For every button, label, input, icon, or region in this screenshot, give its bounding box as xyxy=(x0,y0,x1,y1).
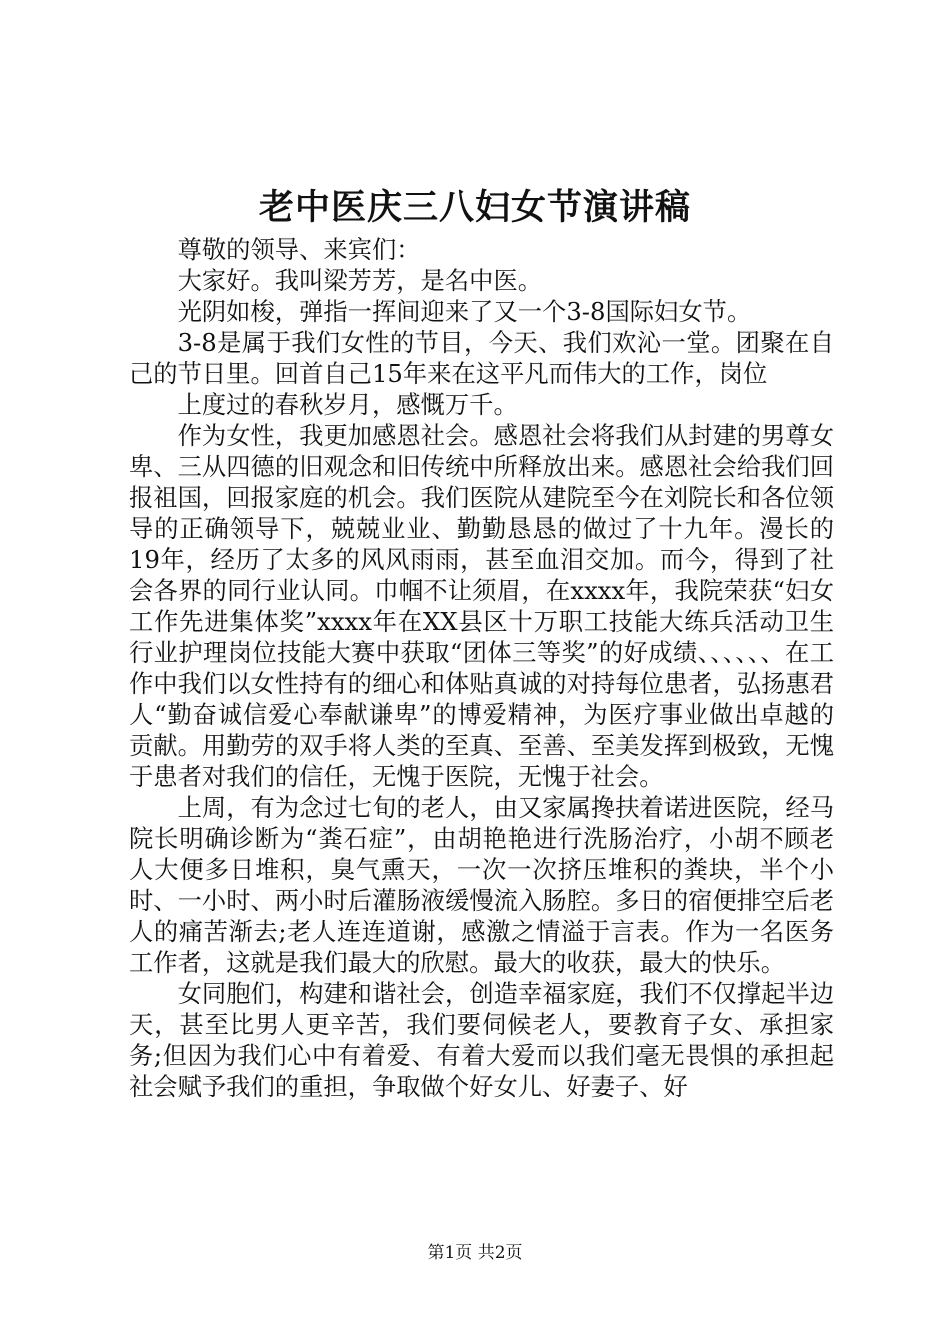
paragraph-gratitude: 作为女性，我更加感恩社会。感恩社会将我们从封建的男尊女卑、三从四德的旧观念和旧传统中所释放出来。感恩社会给我们回报祖国，回报家庭的机会。我们医院从建院至今在刘院长和各位领导的正确领导下，兢兢业业、勤勤恳恳的做过了十九年。漫长的19年，经历了太多的风风雨雨，甚至血泪交加。而今，得到了社会各界的同行业认同。巾帼不让须眉，在xxxx年，我院荣获“妇女工作先进集体奖”xxxx年在XX县区十万职工技能大练兵活动卫生行业护理岗位技能大赛中获取“团体三等奖”的好成绩、、、、、、在工作中我们以女性持有的细心和体贴真诚的对持每位患者，弘扬惠君人“勤奋诚信爱心奉献谦卑”的博爱精神，为医疗事业做出卓越的贡献。用勤劳的双手将人类的至真、至善、至美发挥到极致，无愧于患者对我们的信任，无愧于医院，无愧于社会。 xyxy=(129,421,834,791)
page-number-footer: 第1页 共2页 xyxy=(427,1243,523,1263)
document-body xyxy=(129,234,834,1102)
paragraph-greeting: 大家好。我叫梁芳芳，是名中医。 xyxy=(177,266,543,295)
document-title: 老中医庆三八妇女节演讲稿 xyxy=(258,187,691,228)
paragraph-festival: 3-8是属于我们女性的节目，今天、我们欢沁一堂。团聚在自己的节日里。回首自己15年来在这平凡而伟大的工作，岗位 xyxy=(129,328,834,388)
paragraph-salutation: 尊敬的领导、来宾们： xyxy=(177,235,421,264)
paragraph-story: 上周，有为念过七旬的老人，由又家属搀扶着诺进医院，经马院长明确诊断为“粪石症”，由胡艳艳进行洗肠治疗，小胡不顾老人大便多日堆积，臭气熏天，一次一次挤压堆积的粪块，半个小时、一小时、两小时后灌肠液缓慢流入肠腔。多日的宿便排空后老人的痛苦渐去;老人连连道谢，感激之情溢于言表。作为一名医务工作者，这就是我们最大的欣慰。最大的收获，最大的快乐。 xyxy=(129,793,834,977)
paragraph-intro: 光阴如梭，弹指一挥间迎来了又一个3-8国际妇女节。 xyxy=(177,297,752,326)
paragraph-closing: 女同胞们，构建和谐社会，创造幸福家庭，我们不仅撑起半边天，甚至比男人更辛苦，我们要伺候老人，要教育子女、承担家务;但因为我们心中有着爱、有着大爱而以我们毫无畏惧的承担起社会赋予我们的重担，争取做个好女儿、好妻子、好 xyxy=(129,979,834,1101)
paragraph-reflection: 上度过的春秋岁月，感慨万千。 xyxy=(177,390,518,419)
